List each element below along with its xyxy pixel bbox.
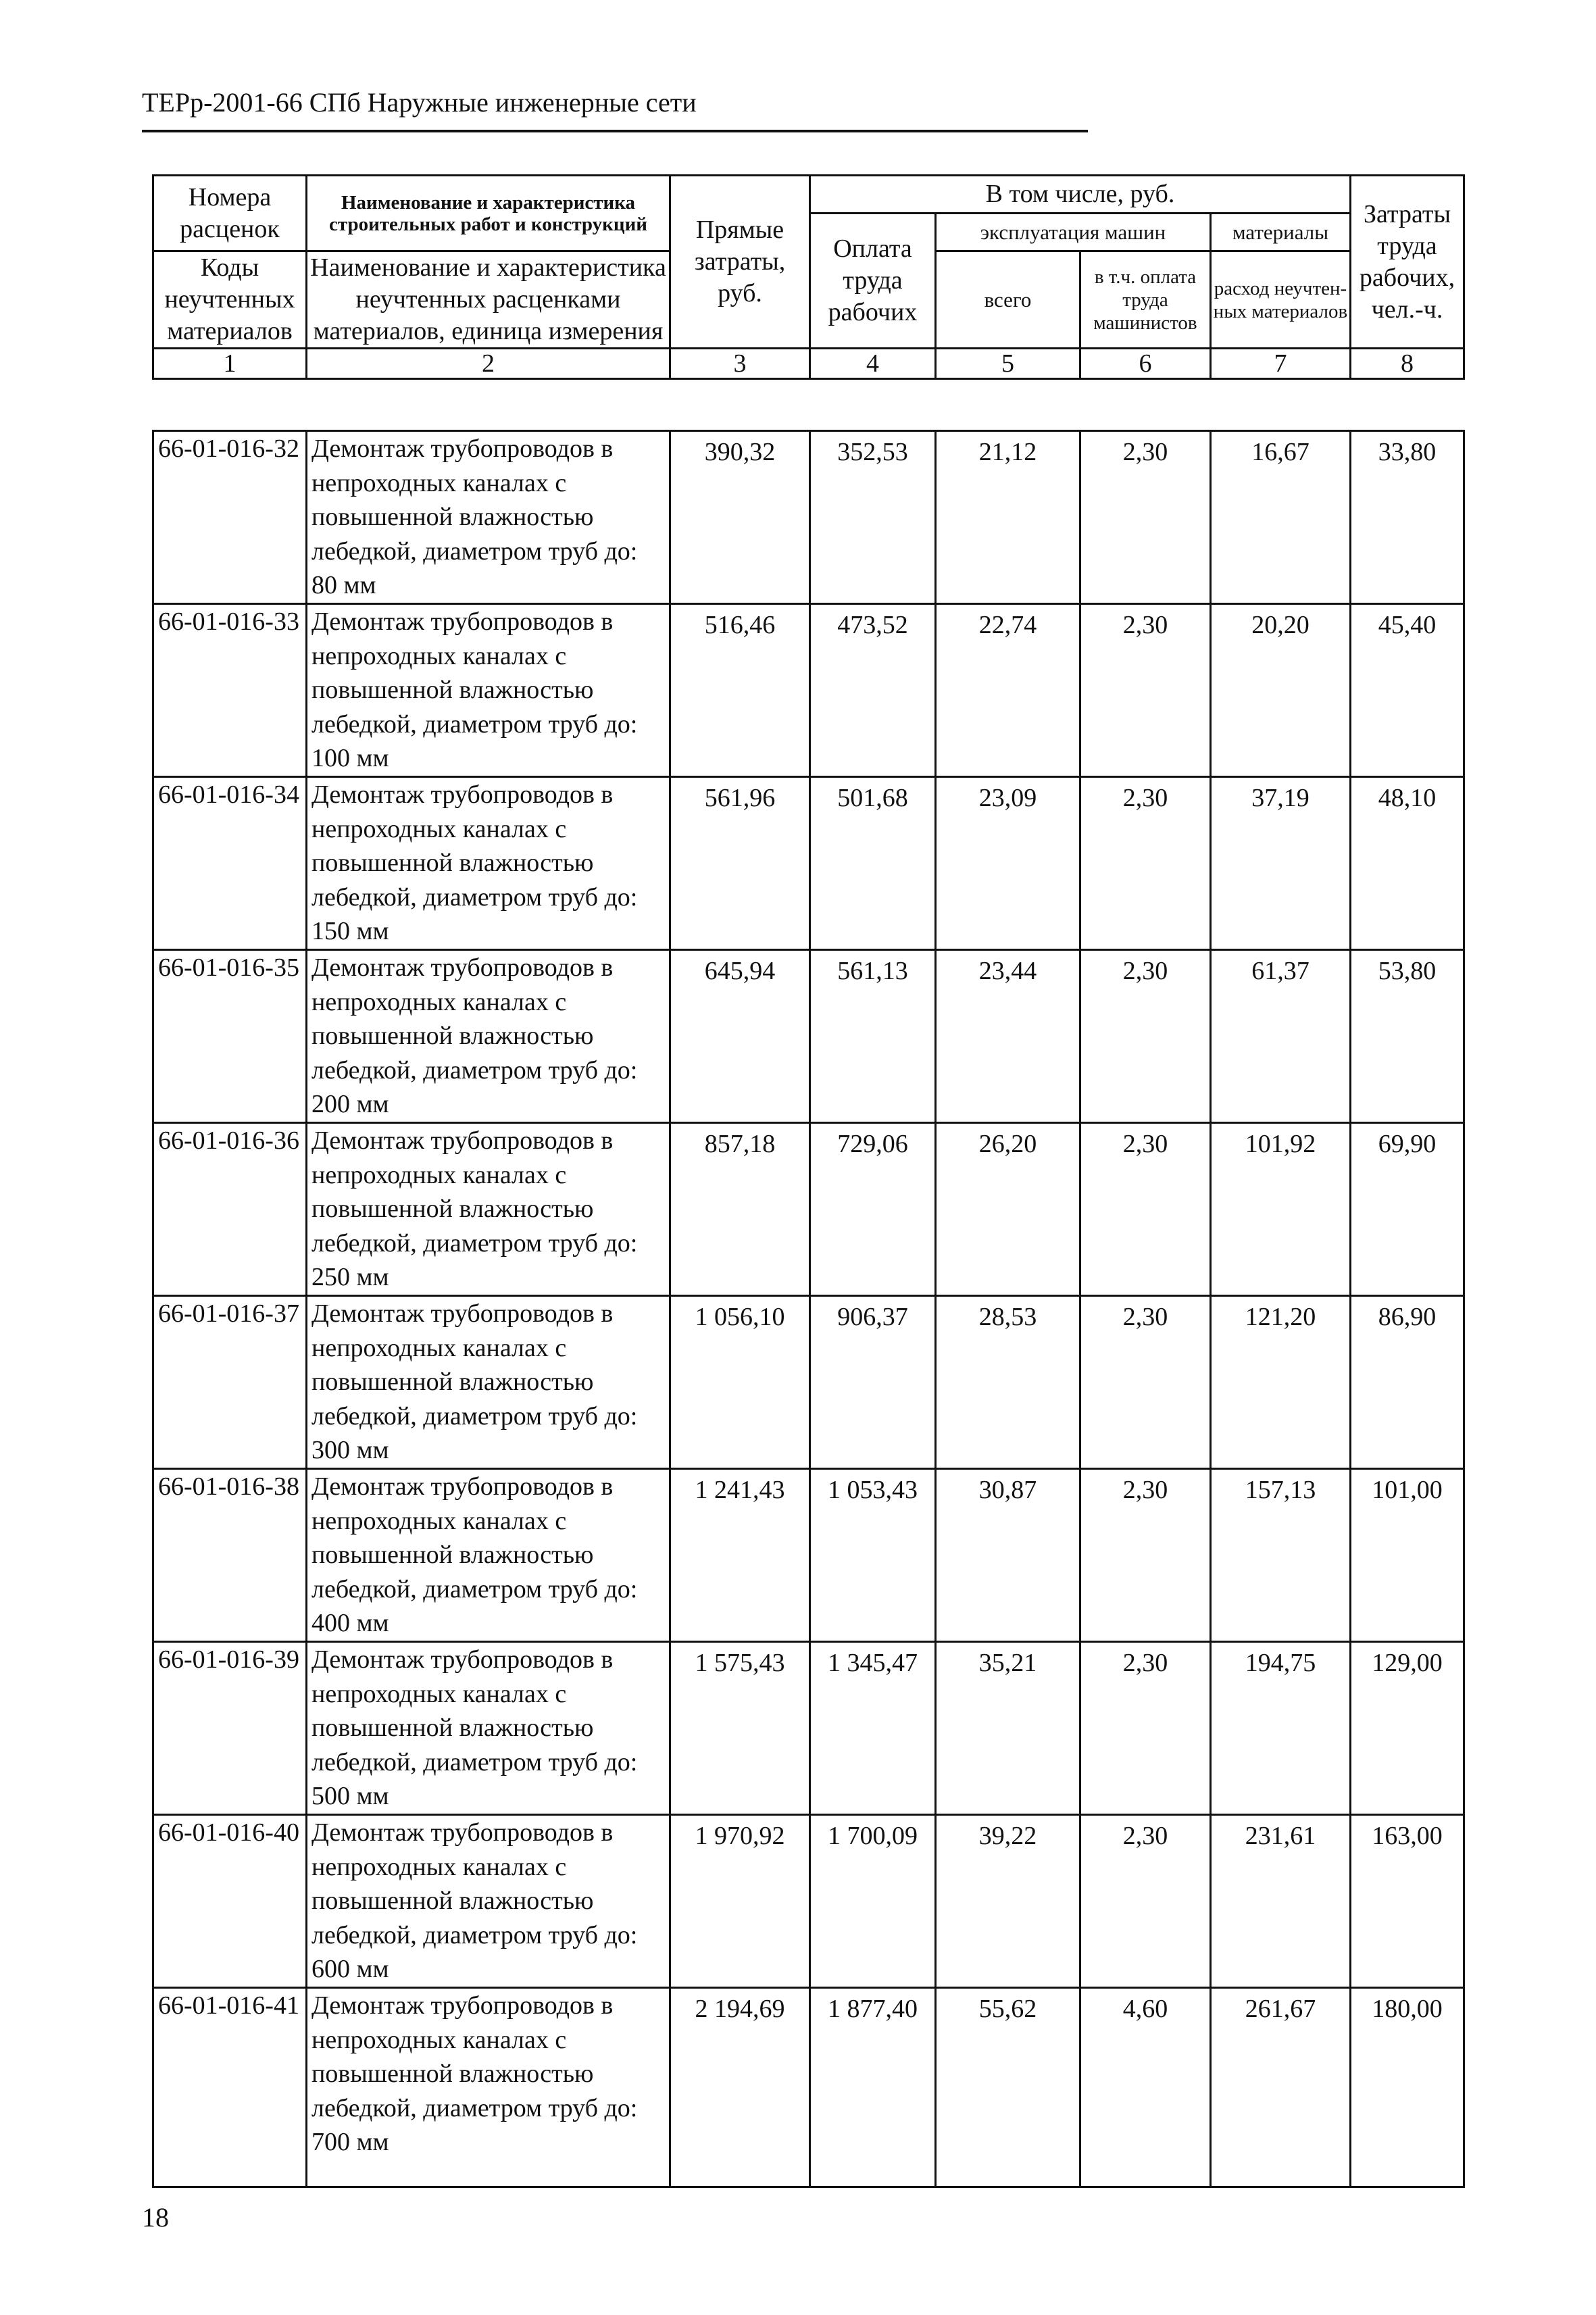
materials-usage-value: 157,13 [1245, 1476, 1316, 1504]
rate-code-cell: 66-01-016-34 [153, 777, 307, 950]
labor-hours-value: 45,40 [1378, 611, 1437, 639]
direct-costs-cell [670, 604, 810, 777]
labor-pay-cell [810, 1469, 936, 1642]
machines-total-cell [936, 950, 1080, 1123]
machines-total-cell [936, 1469, 1080, 1642]
work-description-cell: Демонтаж трубопроводов в непроходных каналах с повышенной влажностью лебедкой, диаметром труб до: 400 мм [307, 1469, 670, 1642]
materials-usage-cell [1211, 1815, 1351, 1988]
direct-costs-value: 1 575,43 [695, 1649, 785, 1677]
rate-code-cell: 66-01-016-36 [153, 1123, 307, 1296]
machines-total-cell [936, 1815, 1080, 1988]
labor-hours-cell [1351, 1815, 1464, 1988]
materials-usage-cell [1211, 431, 1351, 604]
table-row [153, 1296, 1464, 1469]
materials-usage-value: 121,20 [1245, 1303, 1316, 1331]
page-number: 18 [142, 2202, 169, 2233]
work-description-cell: Демонтаж трубопроводов в непроходных каналах с повышенной влажностью лебедкой, диаметром труб до: 150 мм [307, 777, 670, 950]
direct-costs-cell [670, 1815, 810, 1988]
machinists-pay-cell [1080, 777, 1211, 950]
direct-costs-cell [670, 1296, 810, 1469]
machines-total-value: 22,74 [978, 611, 1037, 639]
materials-usage-value: 101,92 [1245, 1130, 1316, 1158]
table-row [153, 604, 1464, 777]
rate-code-cell: 66-01-016-38 [153, 1469, 307, 1642]
labor-hours-value: 48,10 [1378, 784, 1437, 812]
materials-usage-cell [1211, 1642, 1351, 1815]
direct-costs-cell [670, 1469, 810, 1642]
rate-code-cell: 66-01-016-35 [153, 950, 307, 1123]
labor-pay-cell [810, 950, 936, 1123]
labor-hours-value: 101,00 [1372, 1476, 1443, 1504]
labor-pay-cell [810, 431, 936, 604]
machinists-pay-value: 2,30 [1122, 1130, 1168, 1158]
labor-hours-value: 86,90 [1378, 1303, 1437, 1331]
machines-total-cell [936, 604, 1080, 777]
machinists-pay-cell [1080, 431, 1211, 604]
materials-usage-cell [1211, 1988, 1351, 2187]
machinists-pay-value: 2,30 [1122, 1303, 1168, 1331]
labor-pay-value: 473,52 [837, 611, 908, 639]
machinists-pay-cell [1080, 950, 1211, 1123]
labor-hours-cell [1351, 1642, 1464, 1815]
machines-total-cell [936, 1642, 1080, 1815]
direct-costs-cell [670, 431, 810, 604]
direct-costs-value: 516,46 [704, 611, 776, 639]
labor-hours-cell [1351, 1988, 1464, 2187]
work-description-cell: Демонтаж трубопроводов в непроходных каналах с повышенной влажностью лебедкой, диаметром труб до: 250 мм [307, 1123, 670, 1296]
labor-pay-value: 501,68 [837, 784, 908, 812]
materials-usage-value: 20,20 [1251, 611, 1310, 639]
col-codes-header-bottom: Коды неучтенных материалов [153, 251, 307, 349]
labor-hours-value: 69,90 [1378, 1130, 1437, 1158]
machines-total-cell [936, 431, 1080, 604]
rate-code-cell: 66-01-016-37 [153, 1296, 307, 1469]
table-row [153, 1469, 1464, 1642]
labor-hours-cell [1351, 1469, 1464, 1642]
col-materials-usage-header: расход неучтен-ных материалов [1211, 251, 1351, 349]
materials-usage-value: 61,37 [1251, 957, 1310, 985]
machinists-pay-cell [1080, 1642, 1211, 1815]
table-row [153, 1815, 1464, 1988]
work-description-cell: Демонтаж трубопроводов в непроходных каналах с повышенной влажностью лебедкой, диаметром труб до: 100 мм [307, 604, 670, 777]
table-header [152, 174, 1465, 380]
machines-total-value: 35,21 [978, 1649, 1037, 1677]
machinists-pay-cell [1080, 1123, 1211, 1296]
labor-pay-value: 1 700,09 [828, 1822, 918, 1850]
direct-costs-cell [670, 950, 810, 1123]
labor-pay-value: 1 877,40 [828, 1995, 918, 2023]
labor-pay-value: 561,13 [837, 957, 908, 985]
machinists-pay-cell [1080, 1815, 1211, 1988]
col-number: 3 [670, 349, 810, 379]
direct-costs-value: 390,32 [704, 438, 776, 466]
col-machines-total-header: всего [936, 251, 1080, 349]
work-description-cell: Демонтаж трубопроводов в непроходных каналах с повышенной влажностью лебедкой, диаметром труб до: 200 мм [307, 950, 670, 1123]
work-description-cell: Демонтаж трубопроводов в непроходных каналах с повышенной влажностью лебедкой, диаметром труб до: 600 мм [307, 1815, 670, 1988]
labor-pay-cell [810, 777, 936, 950]
materials-usage-cell [1211, 777, 1351, 950]
machinists-pay-value: 2,30 [1122, 1649, 1168, 1677]
machines-total-value: 23,09 [978, 784, 1037, 812]
labor-pay-cell [810, 1296, 936, 1469]
labor-hours-value: 33,80 [1378, 438, 1437, 466]
materials-usage-cell [1211, 950, 1351, 1123]
machines-total-cell [936, 1123, 1080, 1296]
col-number: 6 [1080, 349, 1211, 379]
direct-costs-value: 1 241,43 [695, 1476, 785, 1504]
direct-costs-cell [670, 1123, 810, 1296]
col-direct-costs-header: Прямые затраты, руб. [670, 176, 810, 349]
machines-total-value: 23,44 [978, 957, 1037, 985]
labor-pay-value: 1 345,47 [828, 1649, 918, 1677]
direct-costs-cell [670, 1988, 810, 2187]
materials-usage-value: 231,61 [1245, 1822, 1316, 1850]
machinists-pay-cell [1080, 1296, 1211, 1469]
machinists-pay-value: 2,30 [1122, 784, 1168, 812]
rate-code-cell: 66-01-016-41 [153, 1988, 307, 2187]
labor-hours-cell [1351, 1296, 1464, 1469]
labor-hours-cell [1351, 1123, 1464, 1296]
materials-usage-cell [1211, 1469, 1351, 1642]
labor-pay-cell [810, 1988, 936, 2187]
work-description-cell: Демонтаж трубопроводов в непроходных каналах с повышенной влажностью лебедкой, диаметром труб до: 500 мм [307, 1642, 670, 1815]
labor-hours-cell [1351, 777, 1464, 950]
materials-usage-value: 261,67 [1245, 1995, 1316, 2023]
direct-costs-value: 857,18 [704, 1130, 776, 1158]
rate-code-cell: 66-01-016-39 [153, 1642, 307, 1815]
col-number: 2 [307, 349, 670, 379]
materials-usage-cell [1211, 1296, 1351, 1469]
rate-code-cell: 66-01-016-33 [153, 604, 307, 777]
materials-usage-value: 37,19 [1251, 784, 1310, 812]
direct-costs-value: 2 194,69 [695, 1995, 785, 2023]
col-labor-hours-header: Затраты труда рабочих, чел.-ч. [1351, 176, 1464, 349]
direct-costs-value: 645,94 [704, 957, 776, 985]
table-row [153, 777, 1464, 950]
machines-total-cell [936, 777, 1080, 950]
work-description-cell: Демонтаж трубопроводов в непроходных каналах с повышенной влажностью лебедкой, диаметром труб до: 700 мм [307, 1988, 670, 2187]
machinists-pay-value: 2,30 [1122, 1476, 1168, 1504]
table-row [153, 950, 1464, 1123]
machinists-pay-value: 2,30 [1122, 1822, 1168, 1850]
machines-total-value: 39,22 [978, 1822, 1037, 1850]
machines-total-cell [936, 1296, 1080, 1469]
machinists-pay-value: 2,30 [1122, 611, 1168, 639]
machinists-pay-value: 4,60 [1122, 1995, 1168, 2023]
col-labor-pay-header: Оплата труда рабочих [810, 214, 936, 349]
table-row [153, 1123, 1464, 1296]
labor-hours-value: 180,00 [1372, 1995, 1443, 2023]
labor-hours-cell [1351, 431, 1464, 604]
col-name-header-bottom: Наименование и характеристика неучтенных расценками материалов, единица измерения [307, 251, 670, 349]
rate-code-cell: 66-01-016-40 [153, 1815, 307, 1988]
materials-usage-cell [1211, 604, 1351, 777]
labor-pay-value: 1 053,43 [828, 1476, 918, 1504]
labor-hours-value: 129,00 [1372, 1649, 1443, 1677]
materials-group-header: материалы [1211, 214, 1351, 251]
labor-pay-cell [810, 1123, 936, 1296]
labor-pay-value: 906,37 [837, 1303, 908, 1331]
labor-pay-cell [810, 604, 936, 777]
machines-total-value: 26,20 [978, 1130, 1037, 1158]
machinists-pay-cell [1080, 1469, 1211, 1642]
direct-costs-cell [670, 1642, 810, 1815]
work-description-cell: Демонтаж трубопроводов в непроходных каналах с повышенной влажностью лебедкой, диаметром труб до: 80 мм [307, 431, 670, 604]
col-number: 8 [1351, 349, 1464, 379]
rate-code-cell: 66-01-016-32 [153, 431, 307, 604]
table-row [153, 1988, 1464, 2187]
col-name-header-top: Наименование и характеристика строительных работ и конструкций [307, 176, 670, 251]
col-machinists-pay-header: в т.ч. оплата труда машинистов [1080, 251, 1211, 349]
direct-costs-value: 1 970,92 [695, 1822, 785, 1850]
machines-total-value: 28,53 [978, 1303, 1037, 1331]
col-number: 5 [936, 349, 1080, 379]
table-row [153, 431, 1464, 604]
machinists-pay-value: 2,30 [1122, 438, 1168, 466]
header-rule [142, 130, 1088, 132]
col-number: 1 [153, 349, 307, 379]
labor-hours-value: 53,80 [1378, 957, 1437, 985]
machinists-pay-cell [1080, 604, 1211, 777]
labor-hours-cell [1351, 950, 1464, 1123]
direct-costs-value: 1 056,10 [695, 1303, 785, 1331]
materials-usage-cell [1211, 1123, 1351, 1296]
machinists-pay-cell [1080, 1988, 1211, 2187]
direct-costs-cell [670, 777, 810, 950]
machines-total-value: 30,87 [978, 1476, 1037, 1504]
materials-usage-value: 194,75 [1245, 1649, 1316, 1677]
rates-table [152, 430, 1465, 2188]
machines-group-header: эксплуатация машин [936, 214, 1211, 251]
labor-pay-value: 352,53 [837, 438, 908, 466]
table-row [153, 1642, 1464, 1815]
labor-hours-value: 163,00 [1372, 1822, 1443, 1850]
work-description-cell: Демонтаж трубопроводов в непроходных каналах с повышенной влажностью лебедкой, диаметром труб до: 300 мм [307, 1296, 670, 1469]
labor-pay-cell [810, 1815, 936, 1988]
machines-total-value: 21,12 [978, 438, 1037, 466]
col-codes-header-top: Номера расценок [153, 176, 307, 251]
machines-total-value: 55,62 [978, 1995, 1037, 2023]
col-number: 4 [810, 349, 936, 379]
labor-pay-cell [810, 1642, 936, 1815]
direct-costs-value: 561,96 [704, 784, 776, 812]
machinists-pay-value: 2,30 [1122, 957, 1168, 985]
page-header-title: ТЕРр-2001-66 СПб Наружные инженерные сети [142, 87, 697, 118]
materials-usage-value: 16,67 [1251, 438, 1310, 466]
labor-hours-cell [1351, 604, 1464, 777]
group-header: В том числе, руб. [810, 176, 1351, 214]
labor-pay-value: 729,06 [837, 1130, 908, 1158]
col-number: 7 [1211, 349, 1351, 379]
machines-total-cell [936, 1988, 1080, 2187]
